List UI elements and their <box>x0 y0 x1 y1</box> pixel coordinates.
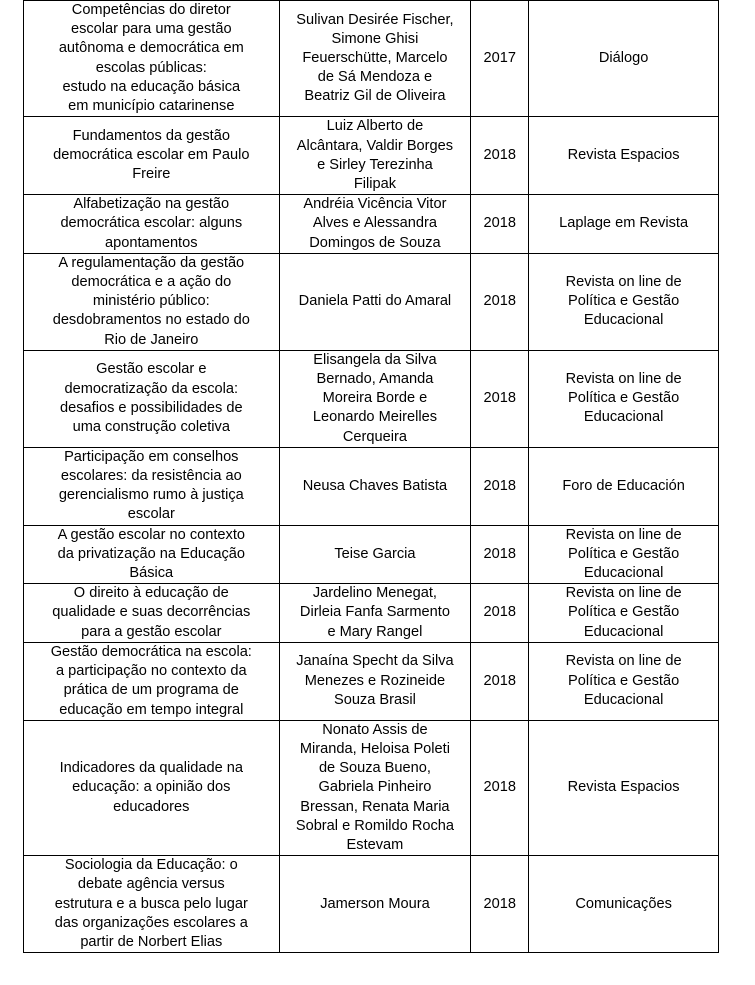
table-row <box>24 447 719 525</box>
title-cell: Participação em conselhos escolares: da resistência ao gerencialismo rumo à justiça escolar <box>24 447 280 525</box>
table-row <box>24 350 719 447</box>
title-cell: Fundamentos da gestão democrática escolar em Paulo Freire <box>24 117 280 195</box>
title-cell: Indicadores da qualidade na educação: a opinião dos educadores <box>24 720 280 855</box>
year-cell: 2018 <box>471 447 529 525</box>
authors-cell: Nonato Assis de Miranda, Heloisa Poleti de Souza Bueno, Gabriela Pinheiro Bressan, Renata Maria Sobral e Romildo Rocha Estevam <box>279 720 471 855</box>
year-cell: 2018 <box>471 720 529 855</box>
journal-cell: Comunicações <box>529 856 719 953</box>
journal-cell: Revista Espacios <box>529 117 719 195</box>
year-cell: 2018 <box>471 350 529 447</box>
title-cell: Gestão democrática na escola: a participação no contexto da prática de um programa de educação em tempo integral <box>24 642 280 720</box>
title-cell: Sociologia da Educação: o debate agência versus estrutura e a busca pelo lugar das organizações escolares a partir de Norbert Elias <box>24 856 280 953</box>
year-cell: 2018 <box>471 195 529 254</box>
table-row <box>24 253 719 350</box>
year-cell: 2018 <box>471 253 529 350</box>
title-cell: O direito à educação de qualidade e suas decorrências para a gestão escolar <box>24 584 280 643</box>
table-row <box>24 117 719 195</box>
journal-cell: Revista on line de Política e Gestão Educacional <box>529 584 719 643</box>
title-cell: Alfabetização na gestão democrática escolar: alguns apontamentos <box>24 195 280 254</box>
table-row <box>24 1 719 117</box>
table-row <box>24 195 719 254</box>
references-table-body <box>24 1 719 953</box>
table-row <box>24 642 719 720</box>
journal-cell: Foro de Educación <box>529 447 719 525</box>
journal-cell: Revista on line de Política e Gestão Educacional <box>529 350 719 447</box>
authors-cell: Sulivan Desirée Fischer, Simone Ghisi Feuerschütte, Marcelo de Sá Mendoza e Beatriz Gil de Oliveira <box>279 1 471 117</box>
table-row <box>24 584 719 643</box>
year-cell: 2018 <box>471 584 529 643</box>
authors-cell: Luiz Alberto de Alcântara, Valdir Borges e Sirley Terezinha Filipak <box>279 117 471 195</box>
journal-cell: Revista on line de Política e Gestão Educacional <box>529 253 719 350</box>
title-cell: A gestão escolar no contexto da privatização na Educação Básica <box>24 525 280 584</box>
title-cell: A regulamentação da gestão democrática e a ação do ministério público: desdobramentos no estado do Rio de Janeiro <box>24 253 280 350</box>
table-row <box>24 720 719 855</box>
year-cell: 2017 <box>471 1 529 117</box>
authors-cell: Daniela Patti do Amaral <box>279 253 471 350</box>
authors-cell: Jamerson Moura <box>279 856 471 953</box>
authors-cell: Jardelino Menegat, Dirleia Fanfa Sarmento e Mary Rangel <box>279 584 471 643</box>
year-cell: 2018 <box>471 856 529 953</box>
journal-cell: Revista on line de Política e Gestão Educacional <box>529 525 719 584</box>
journal-cell: Diálogo <box>529 1 719 117</box>
authors-cell: Teise Garcia <box>279 525 471 584</box>
year-cell: 2018 <box>471 642 529 720</box>
authors-cell: Andréia Vicência Vitor Alves e Alessandra Domingos de Souza <box>279 195 471 254</box>
title-cell: Gestão escolar e democratização da escola: desafios e possibilidades de uma construção coletiva <box>24 350 280 447</box>
authors-cell: Neusa Chaves Batista <box>279 447 471 525</box>
references-table <box>23 0 719 953</box>
table-row <box>24 525 719 584</box>
journal-cell: Revista Espacios <box>529 720 719 855</box>
title-cell: Competências do diretor escolar para uma gestão autônoma e democrática em escolas públicas: estudo na educação básica em município catarinense <box>24 1 280 117</box>
year-cell: 2018 <box>471 117 529 195</box>
year-cell: 2018 <box>471 525 529 584</box>
authors-cell: Elisangela da Silva Bernado, Amanda Moreira Borde e Leonardo Meirelles Cerqueira <box>279 350 471 447</box>
table-row <box>24 856 719 953</box>
journal-cell: Revista on line de Política e Gestão Educacional <box>529 642 719 720</box>
journal-cell: Laplage em Revista <box>529 195 719 254</box>
authors-cell: Janaína Specht da Silva Menezes e Rozineide Souza Brasil <box>279 642 471 720</box>
